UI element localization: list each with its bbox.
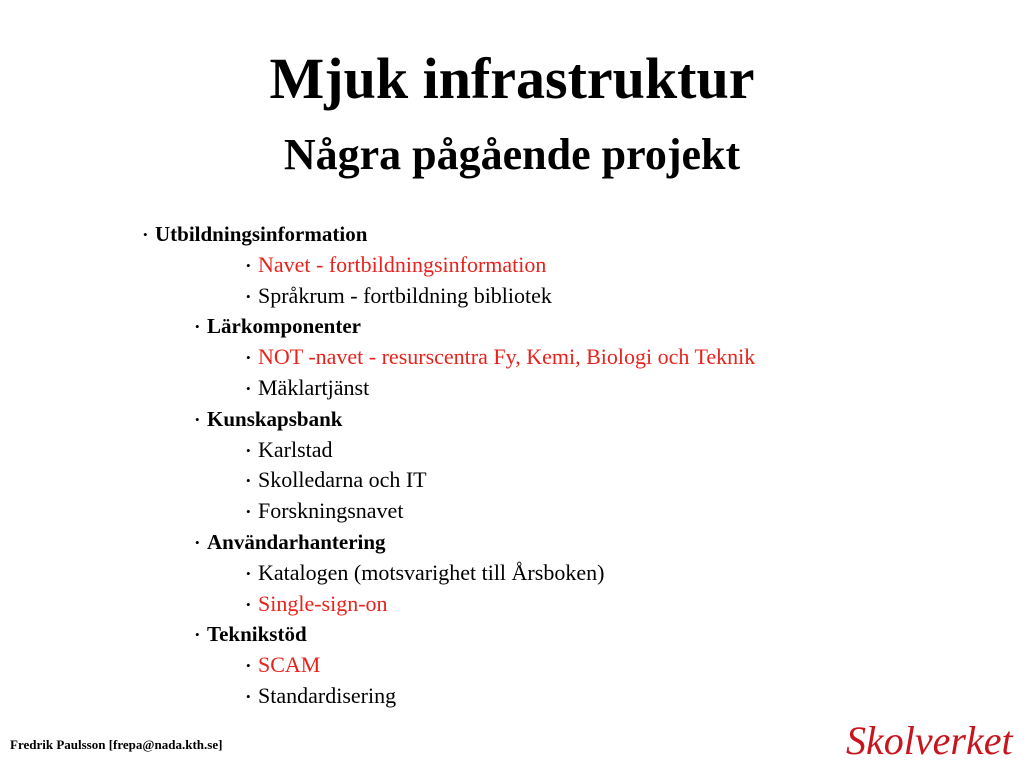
bullet-icon: • [246,596,251,612]
bullet-icon: • [246,442,251,458]
list-item-standardisering [0,681,1024,712]
bullet-icon: • [195,319,200,335]
list-item-not-navet [0,342,1024,373]
list-item-label: SCAM [258,652,321,678]
bullet-icon: • [246,658,251,674]
list-item-label: Språkrum - fortbildning bibliotek [258,282,552,308]
list-item-label: NOT -navet - resurscentra Fy, Kemi, Biologi och Teknik [258,344,756,370]
list-item-label: Katalogen (motsvarighet till Årsboken) [258,559,605,585]
list-item-forskningsnavet [0,496,1024,527]
list-item-scam [0,650,1024,681]
list-item-label: Single-sign-on [258,590,388,616]
list-item-single-sign-on [0,589,1024,620]
list-item-karlstad [0,435,1024,466]
bullet-icon: • [246,257,251,273]
bullet-icon: • [246,288,251,304]
bullet-icon: • [195,411,200,427]
slide-title: Mjuk infrastruktur [269,46,755,111]
list-item-label: Lärkomponenter [207,314,361,339]
list-item-larkomponenter [0,311,1024,342]
list-item-label: Utbildningsinformation [155,222,368,246]
list-item-label: Mäklartjänst [258,374,370,400]
footer-author: Fredrik Paulsson [frepa@nada.kth.se] [10,737,223,752]
bullet-icon: • [246,504,251,520]
list-item-label: Forskningsnavet [258,498,404,524]
list-item-teknikstod [0,619,1024,650]
skolverket-logo [844,716,1020,764]
bullet-icon: • [195,534,200,550]
outline-list [0,219,1024,712]
slide-subtitle: Några pågående projekt [283,130,741,179]
bullet-icon: • [246,350,251,366]
list-item-kunskapsbank [0,404,1024,435]
bullet-icon: • [246,565,251,581]
list-item-label: Karlstad [258,436,333,462]
bullet-icon: • [246,688,251,704]
bullet-icon: • [195,627,200,643]
bullet-icon: • [246,473,251,489]
list-item-sprakrum [0,281,1024,312]
list-item-label: Standardisering [258,682,397,708]
list-item-label: Kunskapsbank [207,406,343,431]
bullet-icon: • [143,227,148,242]
logo-wordmark: Skolverket [846,718,1013,763]
list-item-label: Navet - fortbildningsinformation [258,251,547,277]
bullet-icon: • [246,380,251,396]
list-item-label: Skolledarna och IT [258,467,427,493]
list-item-label: Teknikstöd [207,622,307,647]
list-item-anvandarhantering [0,527,1024,558]
list-item-navet [0,250,1024,281]
list-item-label: Användarhantering [207,529,386,554]
list-item-utbildningsinformation [0,219,1024,250]
list-item-maklartjanst [0,373,1024,404]
list-item-skolledarna [0,465,1024,496]
list-item-katalogen [0,558,1024,589]
